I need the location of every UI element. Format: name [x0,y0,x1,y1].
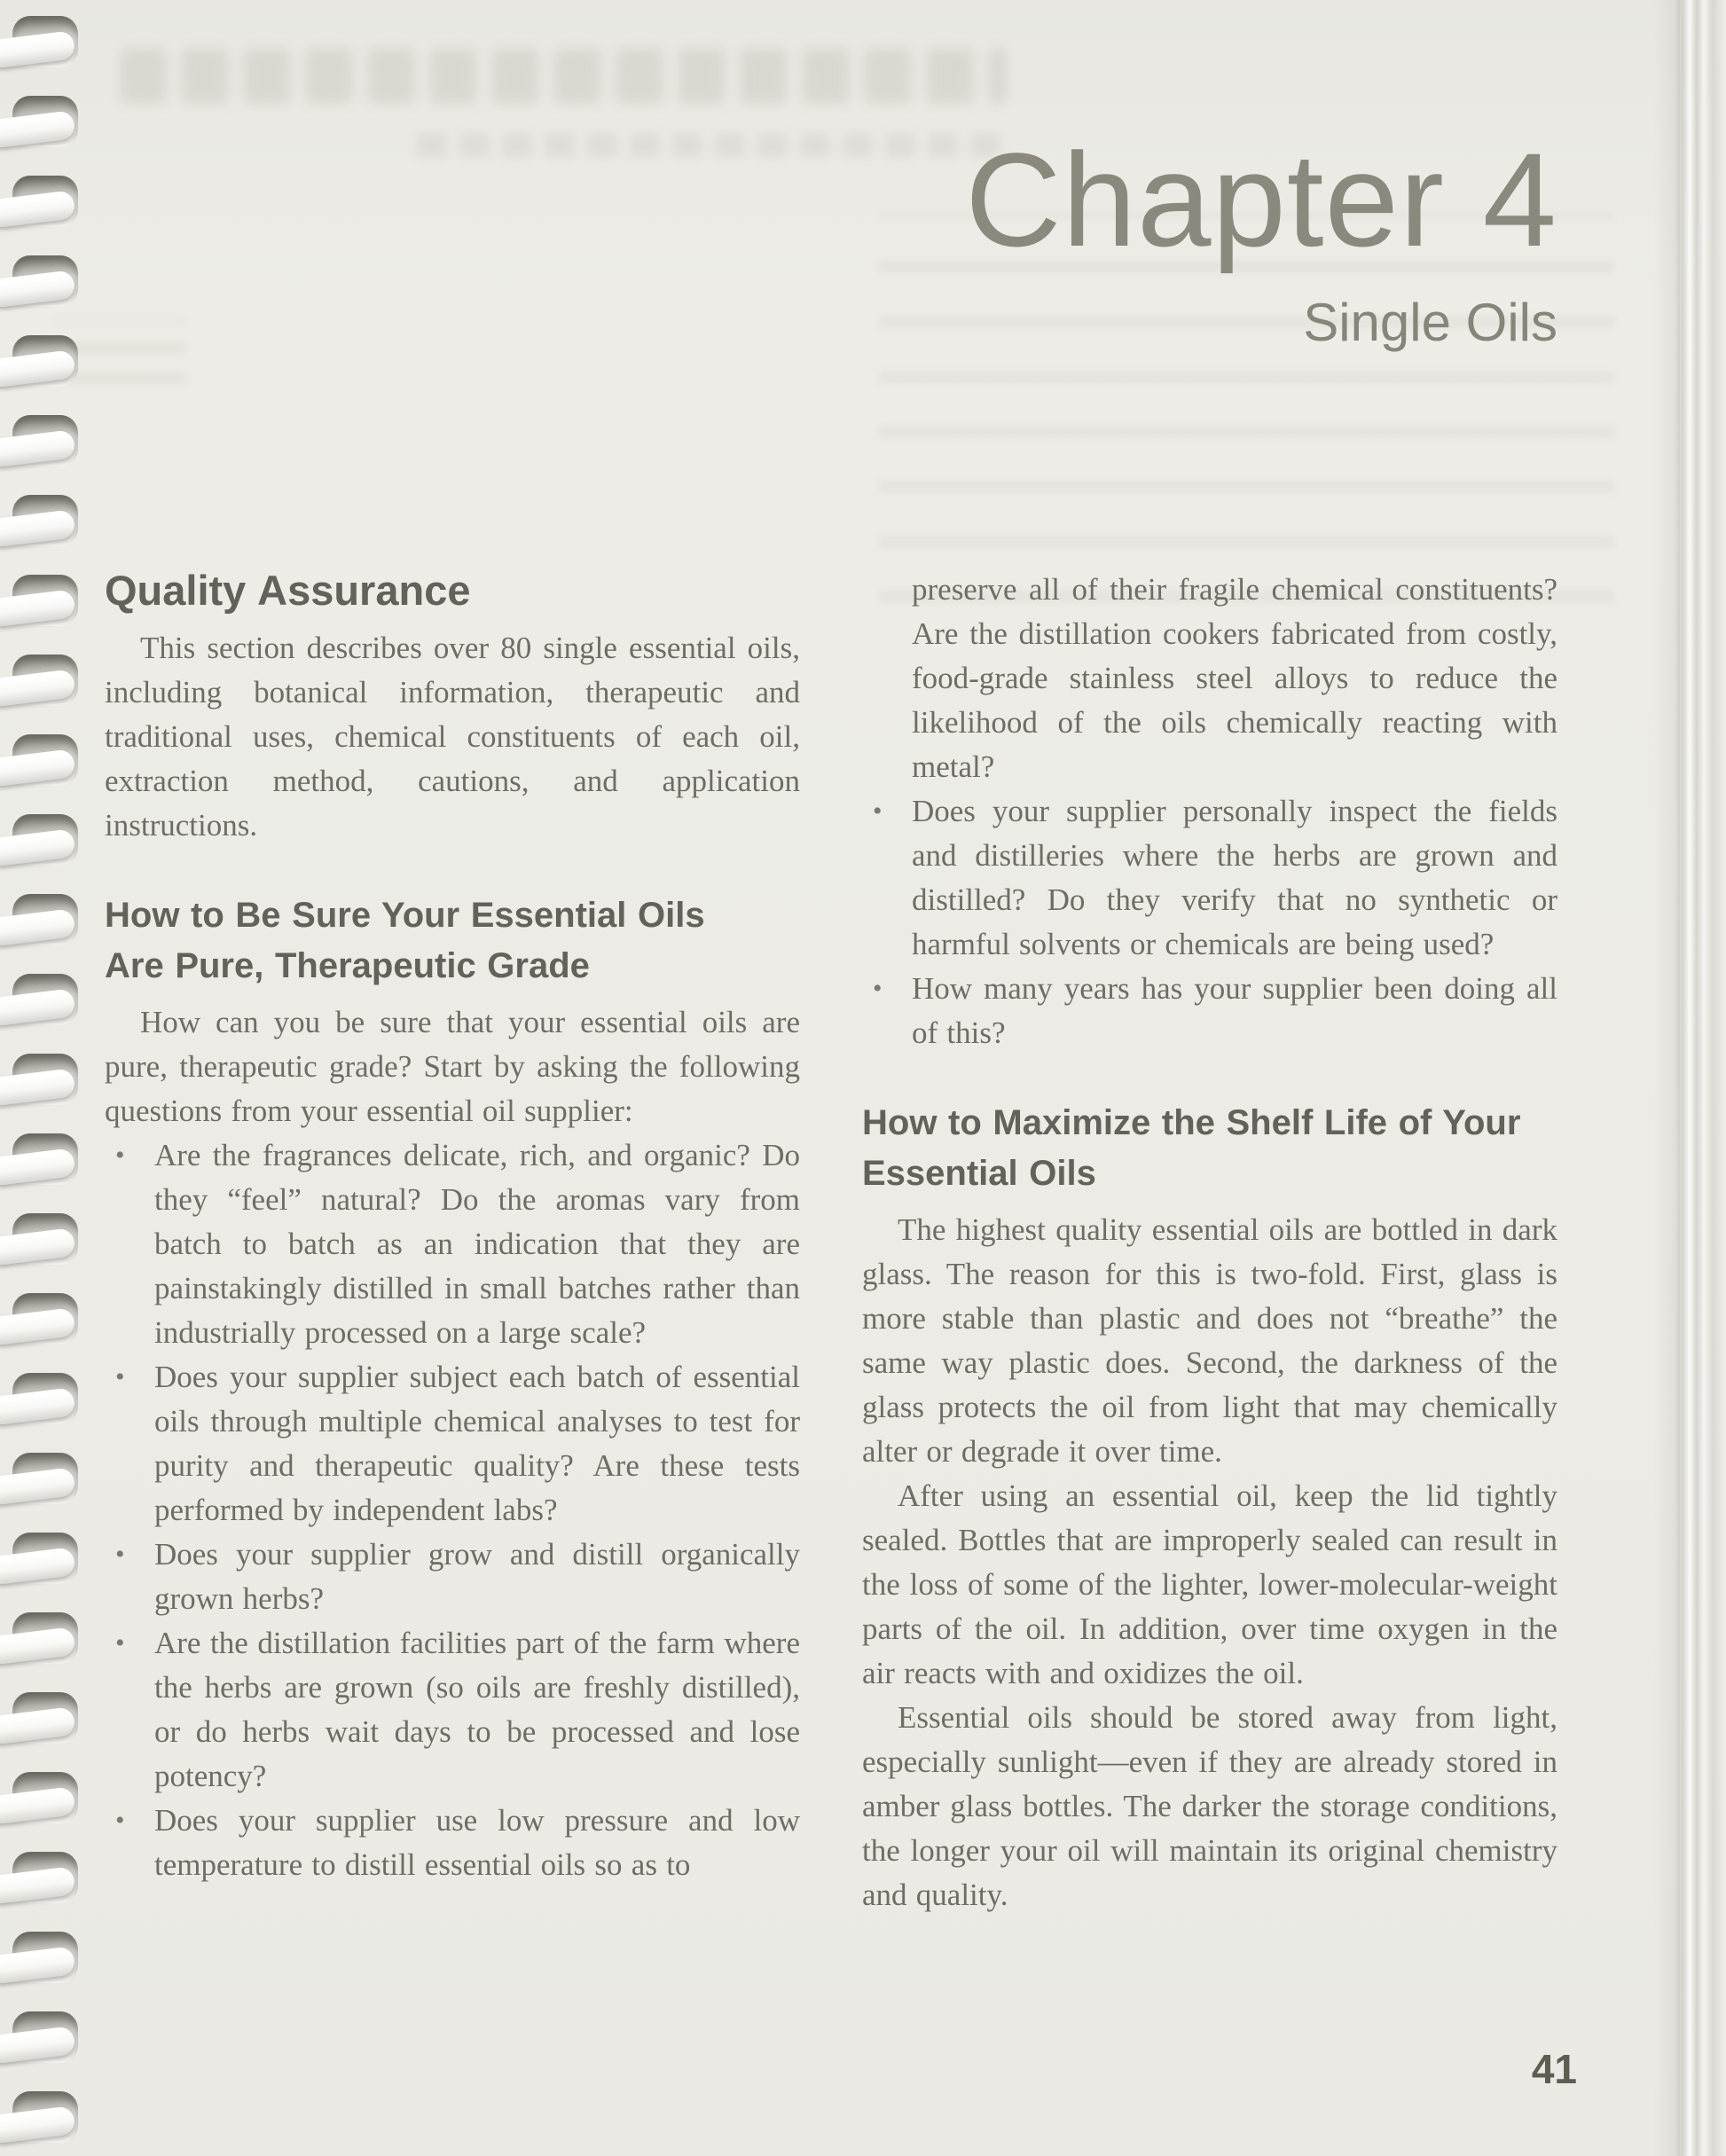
bullet-text: Are the distillation facilities part of the farm where the herbs are grown (so oils are freshly distilled), or do herbs wait days to be processed and lose potency? [154,1626,800,1793]
spiral-unit [0,974,106,1054]
bullet-text: Does your supplier use low pressure and low temperature to distill essential oils so as to [154,1803,800,1882]
bullet-marker [115,1355,125,1399]
body-paragraph: This section describes over 80 single essential oils, including botanical information, therapeutic and traditional uses, chemical constituents of each oil, extraction method, cautions, and application instructions. [105,631,800,843]
body-columns [0,568,1726,1917]
bullet-marker [873,967,883,1011]
bullet-continuation: preserve all of their fragile chemical constituents? Are the distillation cookers fabricated from costly, food-grade stainless steel alloys to reduce the likelihood of the oils chemically reacting with metal? [912,572,1557,784]
bullet-item [105,1533,800,1621]
spiral-unit [0,1852,106,1932]
spiral-unit [0,575,106,655]
body-paragraph: How can you be sure that your essential oils are pure, therapeutic grade? Start by asking the following questions from your essential oil supplier: [105,1005,800,1128]
chapter-title: Chapter 4 [965,125,1557,274]
page-number: 41 [1531,2046,1577,2092]
spiral-unit [0,1453,106,1533]
spiral-unit [0,1772,106,1852]
bullet-marker [115,1533,125,1577]
subsection-heading: How to Be Sure Your Essential Oils Are Pure, Therapeutic Grade [105,896,705,985]
bullet-marker [115,1799,125,1843]
spiral-unit [0,814,106,894]
spiral-unit [0,255,106,335]
bullet-marker [115,1621,125,1666]
spiral-unit [0,335,106,415]
bullet-item [862,967,1557,1055]
spiral-unit [0,2091,106,2156]
section-heading: Quality Assurance [105,567,471,614]
bullet-text: Does your supplier subject each batch of essential oils through multiple chemical analyses to test for purity and therapeutic quality? Are these tests performed by independent labs? [154,1360,800,1527]
spiral-unit [0,2011,106,2091]
body-paragraph: After using an essential oil, keep the lid tightly sealed. Bottles that are improperly sealed can result in the loss of some of the lighter, lower-molecular-weight parts of the oil. In addition, over time oxygen in the air reacts with and oxidizes the oil. [862,1478,1557,1690]
spiral-unit [0,1612,106,1692]
right-column [862,568,1557,1917]
bullet-text: Are the fragrances delicate, rich, and organic? Do they “feel” natural? Do the aromas vary from batch to batch as an indication that they are painstakingly distilled in small batches rather than industrially processed on a large scale? [154,1138,800,1350]
page-edge-stack [1675,0,1726,2156]
spiral-unit [0,176,106,255]
bullet-item [105,1799,800,1887]
spiral-unit [0,495,106,575]
spiral-unit [0,734,106,814]
bullet-item [862,789,1557,967]
bullet-item [105,1621,800,1799]
subsection-heading: How to Maximize the Shelf Life of Your Essential Oils [862,1103,1521,1193]
spiral-unit [0,1213,106,1293]
bullet-item [105,1355,800,1533]
spiral-unit [0,1373,106,1453]
bullet-marker [115,1133,125,1178]
spiral-unit [0,415,106,495]
body-paragraph: The highest quality essential oils are bottled in dark glass. The reason for this is two-fold. First, glass is more stable than plastic and does not “breathe” the same way plastic does. Second, the darkness of the glass protects the oil from light that may chemically alter or degrade it over time. [862,1212,1557,1469]
spiral-unit [0,655,106,734]
bullet-text: How many years has your supplier been doing all of this? [912,971,1557,1050]
spiral-unit [0,1293,106,1373]
spiral-unit [0,1692,106,1772]
spiral-unit [0,96,106,176]
bullet-text: Does your supplier grow and distill organically grown herbs? [154,1537,800,1616]
body-paragraph: Essential oils should be stored away from light, especially sunlight—even if they are already stored in amber glass bottles. The darker the storage conditions, the longer your oil will maintain its original chemistry and quality. [862,1700,1557,1912]
left-column [105,568,800,1917]
spiral-unit [0,894,106,974]
spiral-unit [0,1133,106,1213]
spiral-unit [0,1533,106,1612]
chapter-subtitle: Single Oils [1303,293,1557,352]
bullet-marker [873,789,883,834]
chapter-header [0,0,1726,352]
bullet-item [105,1133,800,1355]
spiral-unit [0,1054,106,1133]
spiral-unit [0,1932,106,2011]
spiral-unit [0,16,106,96]
bullet-text: Does your supplier personally inspect the fields and distilleries where the herbs are grown and distilled? Do they verify that no synthetic or harmful solvents or chemicals are being used? [912,794,1557,961]
spiral-binding [0,0,106,2156]
